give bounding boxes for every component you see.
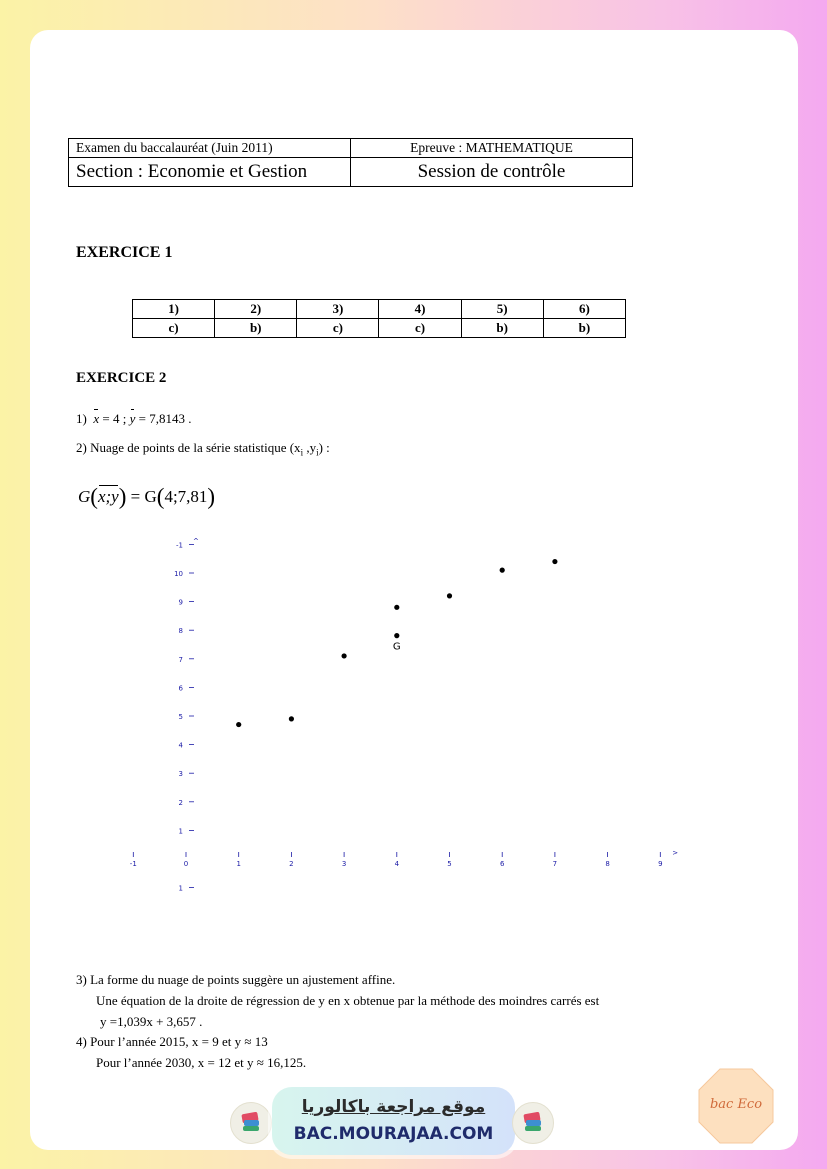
x-tick-label: 0 xyxy=(183,860,189,868)
means-line xyxy=(76,411,191,427)
answer-cell: c) xyxy=(379,319,461,338)
g-coords: x;y xyxy=(97,487,119,506)
data-point xyxy=(500,568,505,573)
cloud-text: 2) Nuage de points de la série statistique (x xyxy=(76,440,301,455)
y-tick-label: 7 xyxy=(178,655,183,664)
answer-cell: c) xyxy=(133,319,215,338)
y-tick-label: 2 xyxy=(178,798,183,807)
answer-cell: b) xyxy=(215,319,297,338)
cloud-text-mid: ,y xyxy=(303,440,317,455)
data-point xyxy=(342,653,347,658)
x-tick-label: 6 xyxy=(499,860,505,868)
footer-banner[interactable] xyxy=(272,1087,515,1155)
g-formula: G(x;y) = G(4;7,81) xyxy=(78,484,216,509)
g-point: 4;7,81 xyxy=(164,487,208,506)
x-mean-value: = 4 xyxy=(99,411,120,426)
y-tick-label: 10 xyxy=(174,570,183,578)
end-dot: . xyxy=(188,411,192,426)
x-axis-arrow: > xyxy=(672,849,679,857)
cloud-title xyxy=(76,440,330,458)
x-tick-label: 2 xyxy=(289,860,294,868)
y-axis-arrow: ^ xyxy=(193,537,199,546)
y-tick-label: 9 xyxy=(178,598,183,607)
g-equals: = G xyxy=(126,487,157,506)
sub-i: i xyxy=(316,447,319,458)
site-logo-left xyxy=(230,1102,272,1144)
footer-site-name[interactable]: موقع مراجعة باكالوريا xyxy=(301,1097,486,1117)
y-tick-label: 1 xyxy=(178,884,183,893)
data-point xyxy=(394,633,399,638)
bac-eco-label: bac Eco xyxy=(709,1097,763,1112)
y-bar: y xyxy=(129,411,136,426)
data-point xyxy=(289,716,294,721)
y-tick-label: 3 xyxy=(178,770,183,779)
data-point xyxy=(236,722,241,727)
footer-site-url[interactable]: BAC.MOURAJAA.COM xyxy=(293,1124,494,1144)
data-point xyxy=(552,559,557,564)
question-cell: 1) xyxy=(133,300,215,319)
x-tick-label: 3 xyxy=(341,860,347,868)
q1-number: 1) xyxy=(76,411,87,426)
answer-cell: b) xyxy=(543,319,625,338)
question-cell: 2) xyxy=(215,300,297,319)
data-point xyxy=(394,605,399,610)
separator: ; xyxy=(119,411,130,426)
x-tick-label: 1 xyxy=(236,860,241,868)
x-tick-label: 7 xyxy=(552,860,558,868)
q3-line-1: 3) La forme du nuage de points suggère un ajustement affine. xyxy=(76,972,396,987)
y-tick-label: 1 xyxy=(178,827,183,836)
q3-line-2: Une équation de la droite de régression de y en x obtenue par la méthode des moindres carrés est xyxy=(96,993,600,1008)
x-tick-label: 9 xyxy=(658,860,663,868)
site-logo-right xyxy=(512,1102,554,1144)
question-cell: 3) xyxy=(297,300,379,319)
question-cell: 4) xyxy=(379,300,461,319)
q4-line-2: Pour l’année 2030, x = 12 et y ≈ 16,125. xyxy=(96,1055,307,1070)
exam-title: Examen du baccalauréat (Juin 2011) xyxy=(69,139,351,158)
x-tick-label: -1 xyxy=(129,860,137,868)
y-tick-label: 4 xyxy=(178,741,183,750)
scatter-chart xyxy=(120,525,700,895)
y-tick-label: 6 xyxy=(178,684,183,693)
session-label: Session de contrôle xyxy=(351,158,633,187)
answers-table xyxy=(132,299,626,338)
data-point xyxy=(447,593,452,598)
section-label: Section : Economie et Gestion xyxy=(69,158,351,187)
q4-line-1: 4) Pour l’année 2015, x = 9 et y ≈ 13 xyxy=(76,1034,268,1049)
question-cell: 6) xyxy=(543,300,625,319)
header-table xyxy=(68,138,633,187)
cloud-text-end: ) : xyxy=(318,440,330,455)
x-tick-label: 8 xyxy=(605,860,610,868)
x-tick-label: 4 xyxy=(394,860,400,868)
x-tick-label: 5 xyxy=(447,860,452,868)
subject-title: Epreuve : MATHEMATIQUE xyxy=(351,139,633,158)
answer-cell: c) xyxy=(297,319,379,338)
exercise-2-title: EXERCICE 2 xyxy=(76,370,167,386)
regression-equation: y =1,039x + 3,657 . xyxy=(100,1014,203,1029)
g-letter: G xyxy=(78,487,91,506)
y-mean-value: = 7,8143 xyxy=(135,411,185,426)
point-label: G xyxy=(392,641,401,653)
y-tick-label: 5 xyxy=(178,713,183,721)
y-tick-label: 8 xyxy=(178,627,183,636)
exercise-1-title: EXERCICE 1 xyxy=(76,244,173,261)
answer-cell: b) xyxy=(461,319,543,338)
x-bar: x xyxy=(93,411,100,426)
question-cell: 5) xyxy=(461,300,543,319)
y-tick-label: -1 xyxy=(176,541,183,550)
sub-i: i xyxy=(300,447,304,458)
